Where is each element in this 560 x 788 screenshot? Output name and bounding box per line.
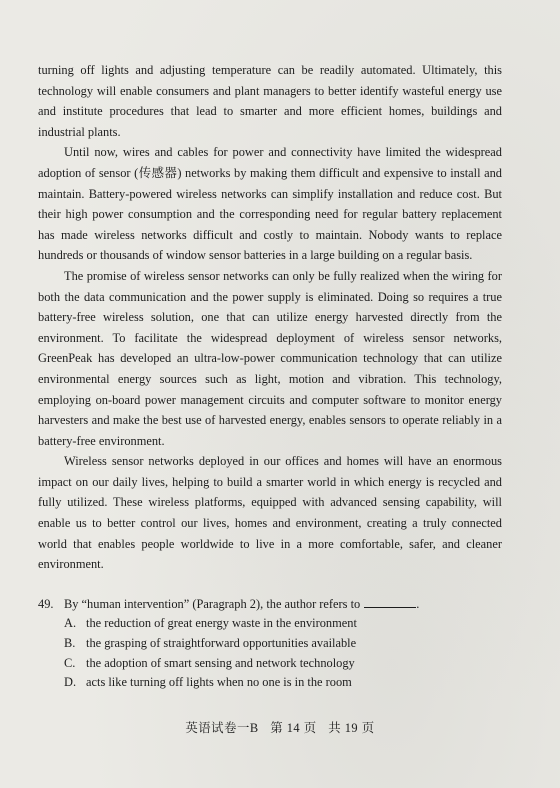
option-d <box>64 673 502 693</box>
option-letter: B. <box>64 636 76 651</box>
page-number: 第 14 页 <box>270 721 317 735</box>
question-49 <box>38 595 502 693</box>
answer-blank <box>364 596 416 608</box>
option-text: acts like turning off lights when no one is in the room <box>86 675 352 690</box>
paragraph-3: The promise of wireless sensor networks can only be fully realized when the wiring for both the data communication and the power supply is eliminated. Doing so requires a true battery-free wireless solution, one that can utilize energy harvested directly from the environment. To facilitate the widespread deployment of wireless sensor networks, GreenPeak has developed an ultra-low-power communication technology that can utilize environmental energy sources such as light, motion and vibration. This technology, employing on-board power management circuits and computer software to monitor energy harvesters and make the best use of harvested energy, enables sensors to operate reliably in a battery-free environment. <box>38 268 502 448</box>
option-letter: C. <box>64 655 76 670</box>
page-footer <box>0 718 560 736</box>
question-stem <box>38 595 502 615</box>
option-letter: D. <box>64 675 77 690</box>
paragraph-1: turning off lights and adjusting temperature can be readily automated. Ultimately, this technology will enable consumers and plant managers to better identify wasteful energy use and institute procedures that lead to smarter and more efficient homes, buildings and industrial plants. <box>38 63 502 139</box>
total-pages: 共 19 页 <box>328 721 375 735</box>
paragraph-2: Until now, wires and cables for power and connectivity have limited the widespread adoption of sensor (传感器) networks by making them difficult and expensive to install and maintain. Battery-powered wireless networks can simplify installation and reduce cost. But their high power consumption and the corresponding need for regular battery replacement has made wireless networks difficult and costly to maintain. Nobody wants to replace hundreds or thousands of window sensor batteries in a large building on a regular basis. <box>38 145 502 263</box>
question-text: By “human intervention” (Paragraph 2), the author refers to . <box>64 596 420 611</box>
paper-label: 英语试卷一B <box>185 721 259 735</box>
answer-options <box>38 614 502 692</box>
option-text: the grasping of straightforward opportunities available <box>86 636 357 651</box>
question-number: 49. <box>38 596 54 611</box>
option-text: the reduction of great energy waste in the environment <box>86 616 357 631</box>
question-stem-text: By “human intervention” (Paragraph 2), the author refers to <box>64 596 361 611</box>
paragraph-4: Wireless sensor networks deployed in our offices and homes will have an enormous impact on our daily lives, helping to build a smarter world in which energy is recycled and fully utilized. These wireless platforms, equipped with advanced sensing capability, will enable us to better control our lives, homes and environment, creating a truly connected world that enables people worldwide to live in a more comfortable, safer, and cleaner environment. <box>38 454 502 572</box>
option-text: the adoption of smart sensing and network technology <box>86 655 355 670</box>
option-b <box>64 634 502 654</box>
option-a <box>64 614 502 634</box>
option-c <box>64 654 502 674</box>
option-letter: A. <box>64 616 77 631</box>
